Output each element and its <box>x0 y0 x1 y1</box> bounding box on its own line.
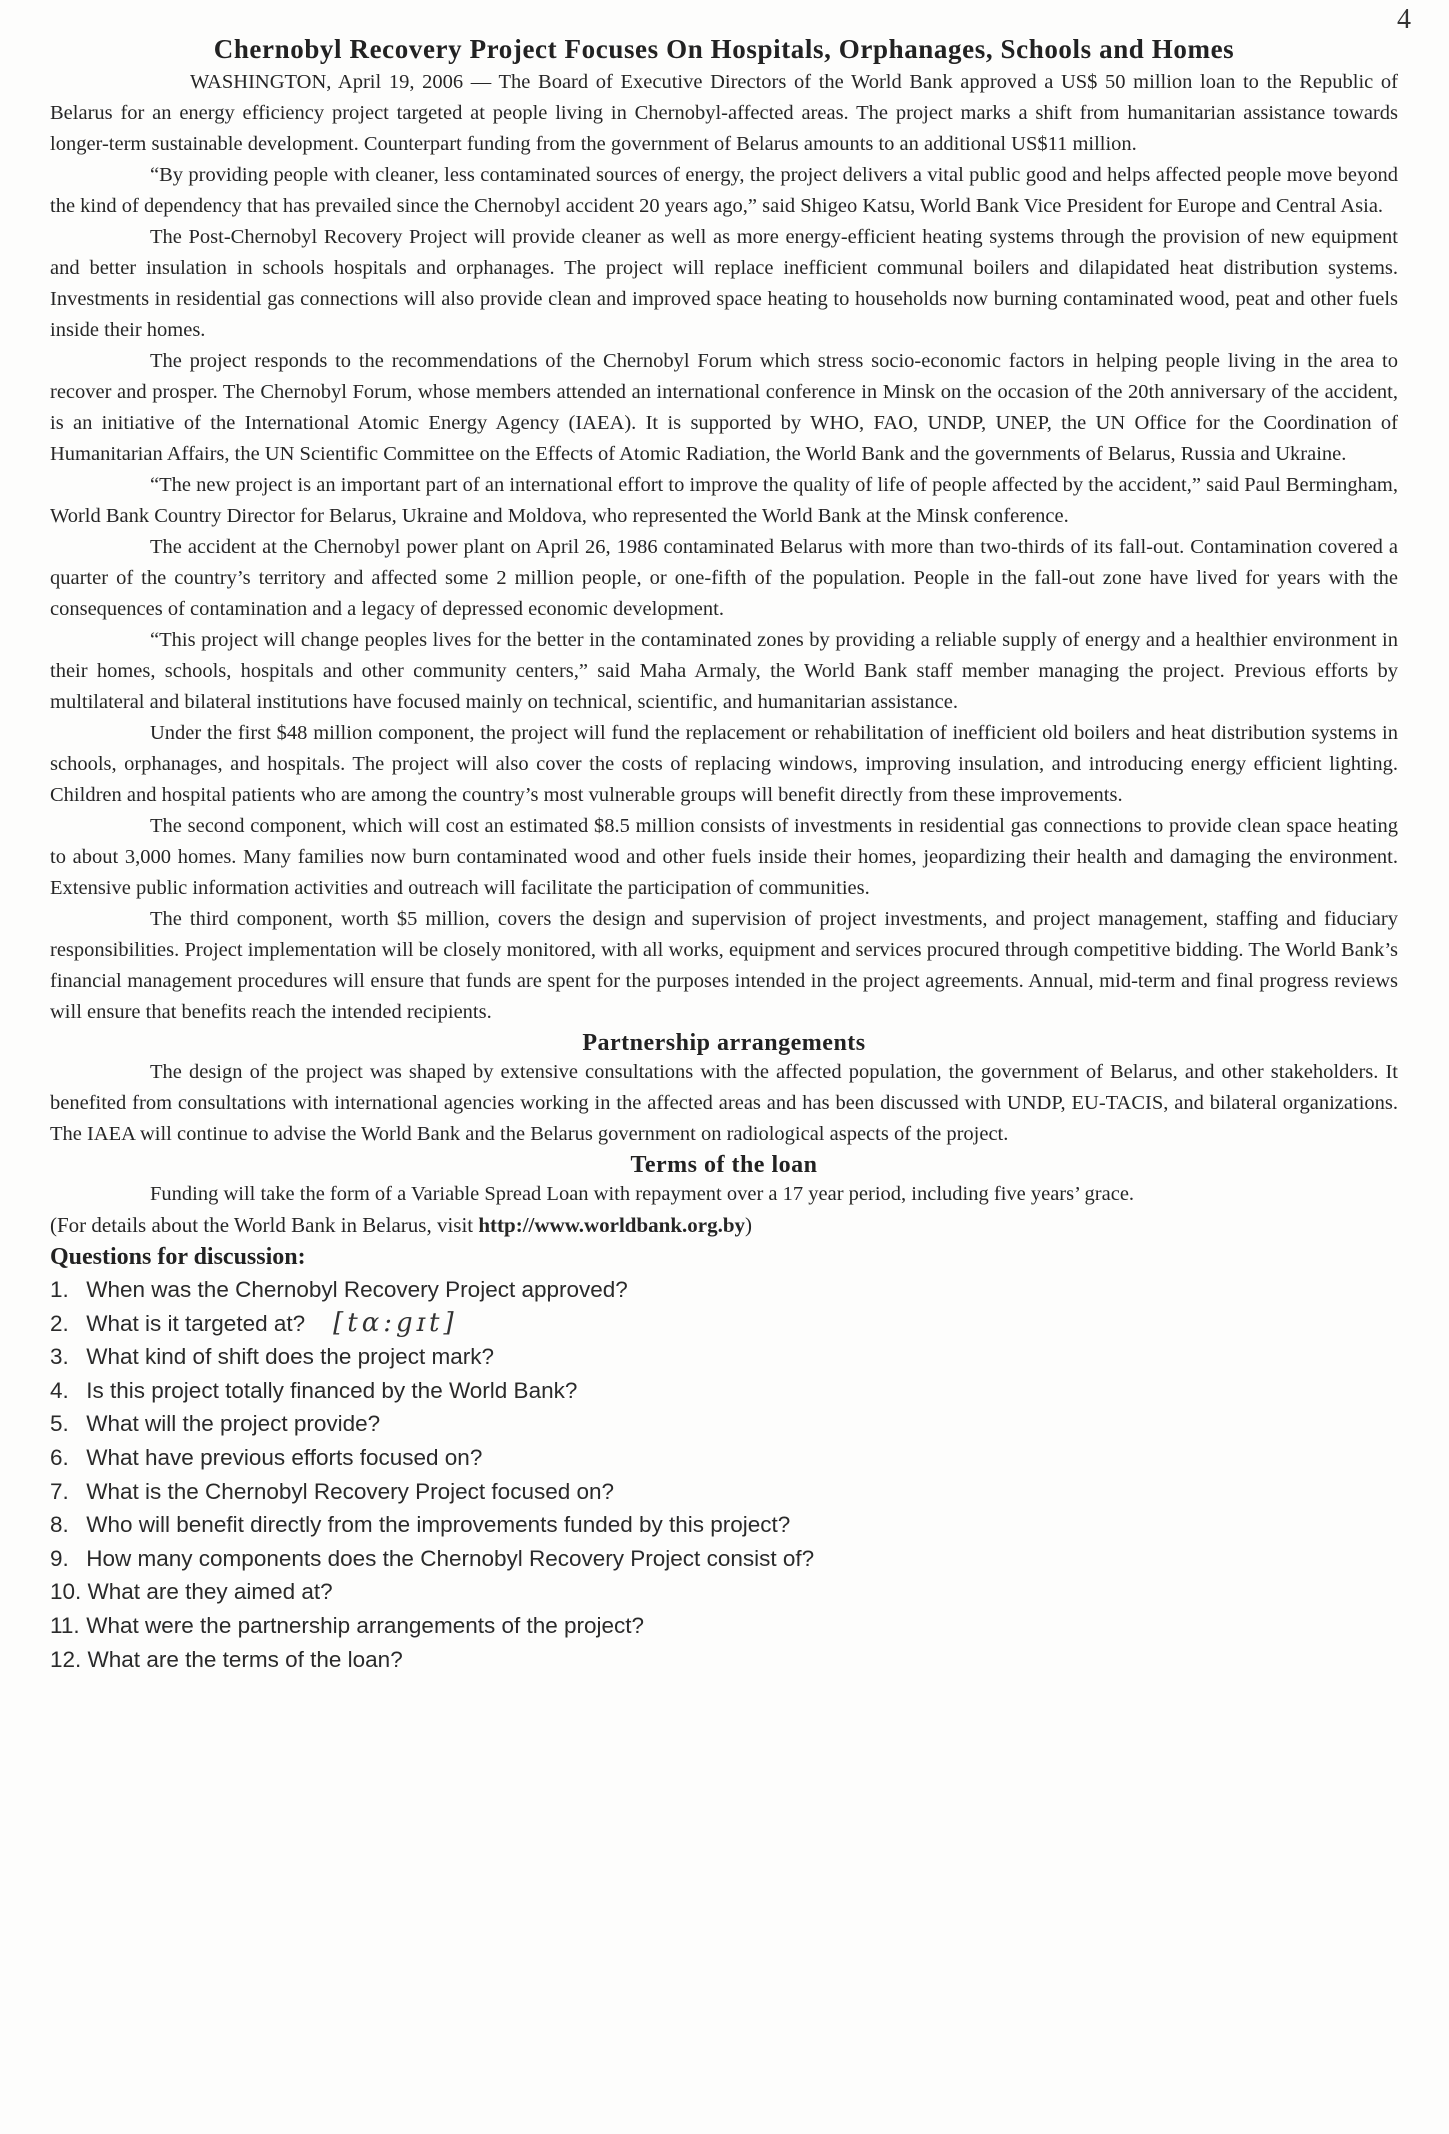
details-line <box>50 1210 1398 1241</box>
paragraph: “The new project is an important part of an international effort to improve the quality of life of people affected by the accident,” said Paul Bermingham, World Bank Country Director for Belarus, Ukraine and Moldova, who represented the World Bank at the Minsk conference. <box>50 474 1398 527</box>
question-text: What kind of shift does the project mark? <box>86 1344 494 1370</box>
question-number: 7. <box>50 1478 69 1504</box>
paragraph: The project responds to the recommendations of the Chernobyl Forum which stress socio-economic factors in helping people living in the area to recover and prosper. The Chernobyl Forum, whose members attended an international conference in Minsk on the occasion of the 20th anniversary of the accident, is an initiative of the International Atomic Energy Agency (IAEA). It is supported by WHO, FAO, UNDP, UNEP, the UN Office for the Coordination of Humanitarian Affairs, the UN Scientific Committee on the Effects of Atomic Radiation, the World Bank and the governments of Belarus, Russia and Ukraine. <box>50 350 1398 465</box>
question-number: 12. <box>50 1646 82 1672</box>
loan-terms-paragraph: Funding will take the form of a Variable Spread Loan with repayment over a 17 year period, including five years’ grace. <box>150 1183 1135 1205</box>
loan-terms-heading: Terms of the loan <box>630 1152 818 1178</box>
paragraph: The accident at the Chernobyl power plant on April 26, 1986 contaminated Belarus with more than two-thirds of its fall-out. Contamination covered a quarter of the country’s territory and affected some 2 million people, or one-fifth of the population. People in the fall-out zone have lived for years with the consequences of contamination and a legacy of depressed economic development. <box>50 536 1398 620</box>
question-item <box>50 1307 1398 1341</box>
question-text: What were the partnership arrangements of the project? <box>86 1612 645 1638</box>
question-item <box>50 1407 1398 1441</box>
paragraph: “This project will change peoples lives for the better in the contaminated zones by providing a reliable supply of energy and a healthier environment in their homes, schools, hospitals and other community centers,” said Maha Armaly, the World Bank staff member managing the project. Previous efforts by multilateral and bilateral institutions have focused mainly on technical, scientific, and humanitarian assistance. <box>50 629 1398 713</box>
question-number: 6. <box>50 1444 69 1470</box>
question-text: What are they aimed at? <box>87 1579 333 1605</box>
question-text: When was the Chernobyl Recovery Project approved? <box>86 1277 628 1302</box>
question-item <box>50 1273 1398 1307</box>
question-text: What is the Chernobyl Recovery Project focused on? <box>86 1478 615 1504</box>
question-number: 9. <box>50 1545 69 1571</box>
question-text: What are the terms of the loan? <box>87 1646 403 1672</box>
paragraph: The third component, worth $5 million, covers the design and supervision of project investments, and project management, staffing and fiduciary responsibilities. Project implementation will be closely monitored, with all works, equipment and services procured through competitive bidding. The World Bank’s financial management procedures will ensure that funds are spent for the purposes intended in the project agreements. Annual, mid-term and final progress reviews will ensure that benefits reach the intended recipients. <box>50 908 1398 1023</box>
article-title: Chernobyl Recovery Project Focuses On Hospitals, Orphanages, Schools and Homes <box>213 34 1235 64</box>
question-text: What will the project provide? <box>86 1411 381 1437</box>
questions-list <box>50 1273 1398 1676</box>
page-number: 4 <box>1397 4 1411 35</box>
paragraph: The Post-Chernobyl Recovery Project will provide cleaner as well as more energy-efficient heating systems through the provision of new equipment and better insulation in schools hospitals and orphanages. The project will replace inefficient communal boilers and dilapidated heat distribution systems. Investments in residential gas connections will also provide clean and improved space heating to households now burning contaminated wood, peat and other fuels inside their homes. <box>50 226 1398 341</box>
question-item <box>50 1508 1398 1542</box>
question-item <box>50 1340 1398 1374</box>
partnership-heading: Partnership arrangements <box>582 1030 866 1056</box>
partnership-paragraph: The design of the project was shaped by extensive consultations with the affected population, the government of Belarus, and other stakeholders. It benefited from consultations with international agencies working in the affected areas and has been discussed with UNDP, EU-TACIS, and bilateral organizations. The IAEA will continue to advise the World Bank and the Belarus government on radiological aspects of the project. <box>50 1061 1398 1145</box>
paragraph: “By providing people with cleaner, less contaminated sources of energy, the project delivers a vital public good and helps affected people move beyond the kind of dependency that has prevailed since the Chernobyl accident 20 years ago,” said Shigeo Katsu, World Bank Vice President for Europe and Central Asia. <box>50 164 1398 217</box>
details-suffix: ) <box>745 1213 753 1237</box>
question-number: 3. <box>50 1344 69 1370</box>
question-item <box>50 1542 1398 1576</box>
question-item <box>50 1475 1398 1509</box>
question-text: What have previous efforts focused on? <box>86 1444 483 1470</box>
question-item <box>50 1374 1398 1408</box>
paragraph: The second component, which will cost an estimated $8.5 million consists of investments in residential gas connections to provide clean space heating to about 3,000 homes. Many families now burn contaminated wood and other fuels inside their homes, jeopardizing their health and damaging the environment. Extensive public information activities and outreach will facilitate the participation of communities. <box>50 815 1398 899</box>
article-paragraphs <box>50 67 1398 1028</box>
paragraph: Under the first $48 million component, the project will fund the replacement or rehabilitation of inefficient old boilers and heat distribution systems in schools, orphanages, and hospitals. The project will also cover the costs of replacing windows, improving insulation, and introducing energy efficient lighting. Children and hospital patients who are among the country’s most vulnerable groups will benefit directly from these improvements. <box>50 722 1398 806</box>
worldbank-link[interactable]: http://www.worldbank.org.by <box>478 1213 746 1237</box>
handwritten-transcription: [tα:gɪt] <box>333 1307 458 1338</box>
paragraph: WASHINGTON, April 19, 2006 — The Board of Executive Directors of the World Bank approved a US$ 50 million loan to the Republic of Belarus for an energy efficiency project targeted at people living in Chernobyl-affected areas. The project marks a shift from humanitarian assistance towards longer-term sustainable development. Counterpart funding from the government of Belarus amounts to an additional US$11 million. <box>50 71 1398 155</box>
question-number: 11. <box>50 1612 80 1638</box>
details-prefix: (For details about the World Bank in Belarus, visit <box>50 1213 479 1237</box>
question-number: 10. <box>50 1579 82 1605</box>
article-body <box>50 34 1398 1676</box>
question-number: 1. <box>50 1277 69 1302</box>
question-item <box>50 1643 1398 1677</box>
question-text: What is it targeted at? <box>86 1310 306 1336</box>
question-number: 2. <box>50 1310 69 1336</box>
questions-heading: Questions for discussion: <box>50 1244 306 1270</box>
question-number: 4. <box>50 1377 69 1403</box>
question-item <box>50 1575 1398 1609</box>
question-number: 5. <box>50 1411 69 1437</box>
question-text: Is this project totally financed by the World Bank? <box>86 1377 578 1403</box>
question-text: Who will benefit directly from the improvements funded by this project? <box>86 1512 791 1538</box>
question-item <box>50 1441 1398 1475</box>
question-number: 8. <box>50 1512 69 1538</box>
question-text: How many components does the Chernobyl Recovery Project consist of? <box>86 1545 815 1571</box>
question-item <box>50 1609 1398 1643</box>
